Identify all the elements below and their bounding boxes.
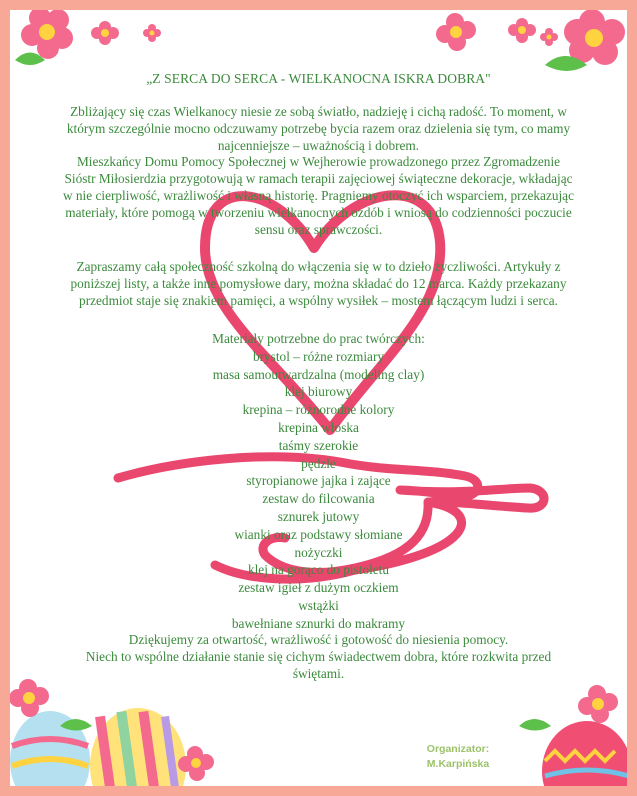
text-line: Niech to wspólne działanie stanie się cichym świadectwem dobra, które rozkwita przed <box>85 648 552 664</box>
list-item: pędzle <box>301 455 336 471</box>
list-item: nożyczki <box>294 544 343 560</box>
text-line: Zbliżający się czas Wielkanocy niesie ze sobą światło, nadzieję i cichą radość. To moment, w <box>70 104 567 119</box>
text-line: przedmiot staje się znakiem pamięci, a wspólny wysiłek – mostem łączącym ludzi i serca. <box>79 292 558 308</box>
list-item: taśmy szerokie <box>278 437 359 453</box>
text-line: sensu oraz sprawczości. <box>254 221 383 237</box>
flower-icon <box>578 685 618 723</box>
list-item: wianki oraz podstawy słomiane <box>234 526 403 542</box>
list-item: klej biurowy <box>284 384 353 400</box>
flower-icon <box>508 18 536 43</box>
flower-icon <box>564 10 625 65</box>
list-item: zestaw do filcowania <box>262 491 375 507</box>
intro-paragraph <box>32 104 605 238</box>
flower-icon <box>10 679 49 717</box>
list-item: zestaw igieł z dużym oczkiem <box>238 580 399 596</box>
text-line: którym szczególnie mocno odczuwamy potrzebę bycia razem oraz dzielenia się tym, co mamy <box>66 120 571 136</box>
organizer-label: Organizator: <box>426 743 490 755</box>
organizer-name: M.Karpińska <box>426 758 490 770</box>
list-item: wstążki <box>298 597 339 613</box>
flower-icon <box>436 13 476 51</box>
text-line: Dziękujemy za otwartość, wrażliwość i gotowość do niesienia pomocy. <box>128 632 509 647</box>
text-line: świętami. <box>292 665 345 681</box>
list-item: styropianowe jajka i zające <box>246 473 391 489</box>
list-item: bawełniane sznurki do makramy <box>231 615 406 631</box>
list-item: brystol – różne rozmiary <box>252 348 385 364</box>
list-item: krepina włoska <box>278 419 359 435</box>
list-item: krepina – różnorodne kolory <box>242 402 395 418</box>
text-line: Sióstr Miłosierdzia przygotowują w ramach terapii zajęciowej świąteczne dekoracje, wkładając <box>64 171 573 187</box>
text-line: najcenniejsze – uważnością i dobrem. <box>217 137 420 153</box>
materials-heading: Materiały potrzebne do prac twórczych: <box>212 331 425 346</box>
flower-icon <box>143 24 161 42</box>
invitation-paragraph <box>32 259 605 309</box>
list-item: klej na gorąco do pistoletu <box>247 562 390 578</box>
text-line: poniższej listy, a także inne pomysłowe dary, można składać do 12 marca. Każdy przekazany <box>70 275 567 291</box>
easter-egg-icon <box>90 708 186 786</box>
flower-icon <box>540 28 558 46</box>
materials-list <box>10 330 627 633</box>
list-item: sznurek jutowy <box>277 508 360 524</box>
flower-icon <box>91 21 119 45</box>
document-title: „Z SERCA DO SERCA - WIELKANOCNA ISKRA DOBRA" <box>146 71 491 86</box>
text-line: w nie cierpliwość, wrażliwość i własną historię. Pragniemy otoczyć ich wsparciem, przekazując <box>62 187 574 203</box>
closing-paragraph <box>32 632 605 682</box>
easter-eggs-bottom-right-decoration <box>517 676 627 786</box>
easter-eggs-bottom-left-decoration <box>10 666 250 786</box>
easter-egg-icon <box>542 721 627 786</box>
list-item: masa samoutwardzalna (modeling clay) <box>212 366 425 382</box>
text-line: Zapraszamy całą społeczność szkolną do włączenia się w to dzieło życzliwości. Artykuły z <box>76 259 561 274</box>
text-line: Mieszkańcy Domu Pomocy Społecznej w Wejherowie prowadzonego przez Zgromadzenie <box>76 154 561 170</box>
flowers-top-left-decoration <box>10 10 190 80</box>
text-line: materiały, które pomogą w tworzeniu wielkanocnych ozdób i wniosą do codzienności poczucie <box>65 204 572 220</box>
poster <box>10 10 627 786</box>
organizer-signature <box>413 742 503 772</box>
flower-icon <box>21 10 73 59</box>
